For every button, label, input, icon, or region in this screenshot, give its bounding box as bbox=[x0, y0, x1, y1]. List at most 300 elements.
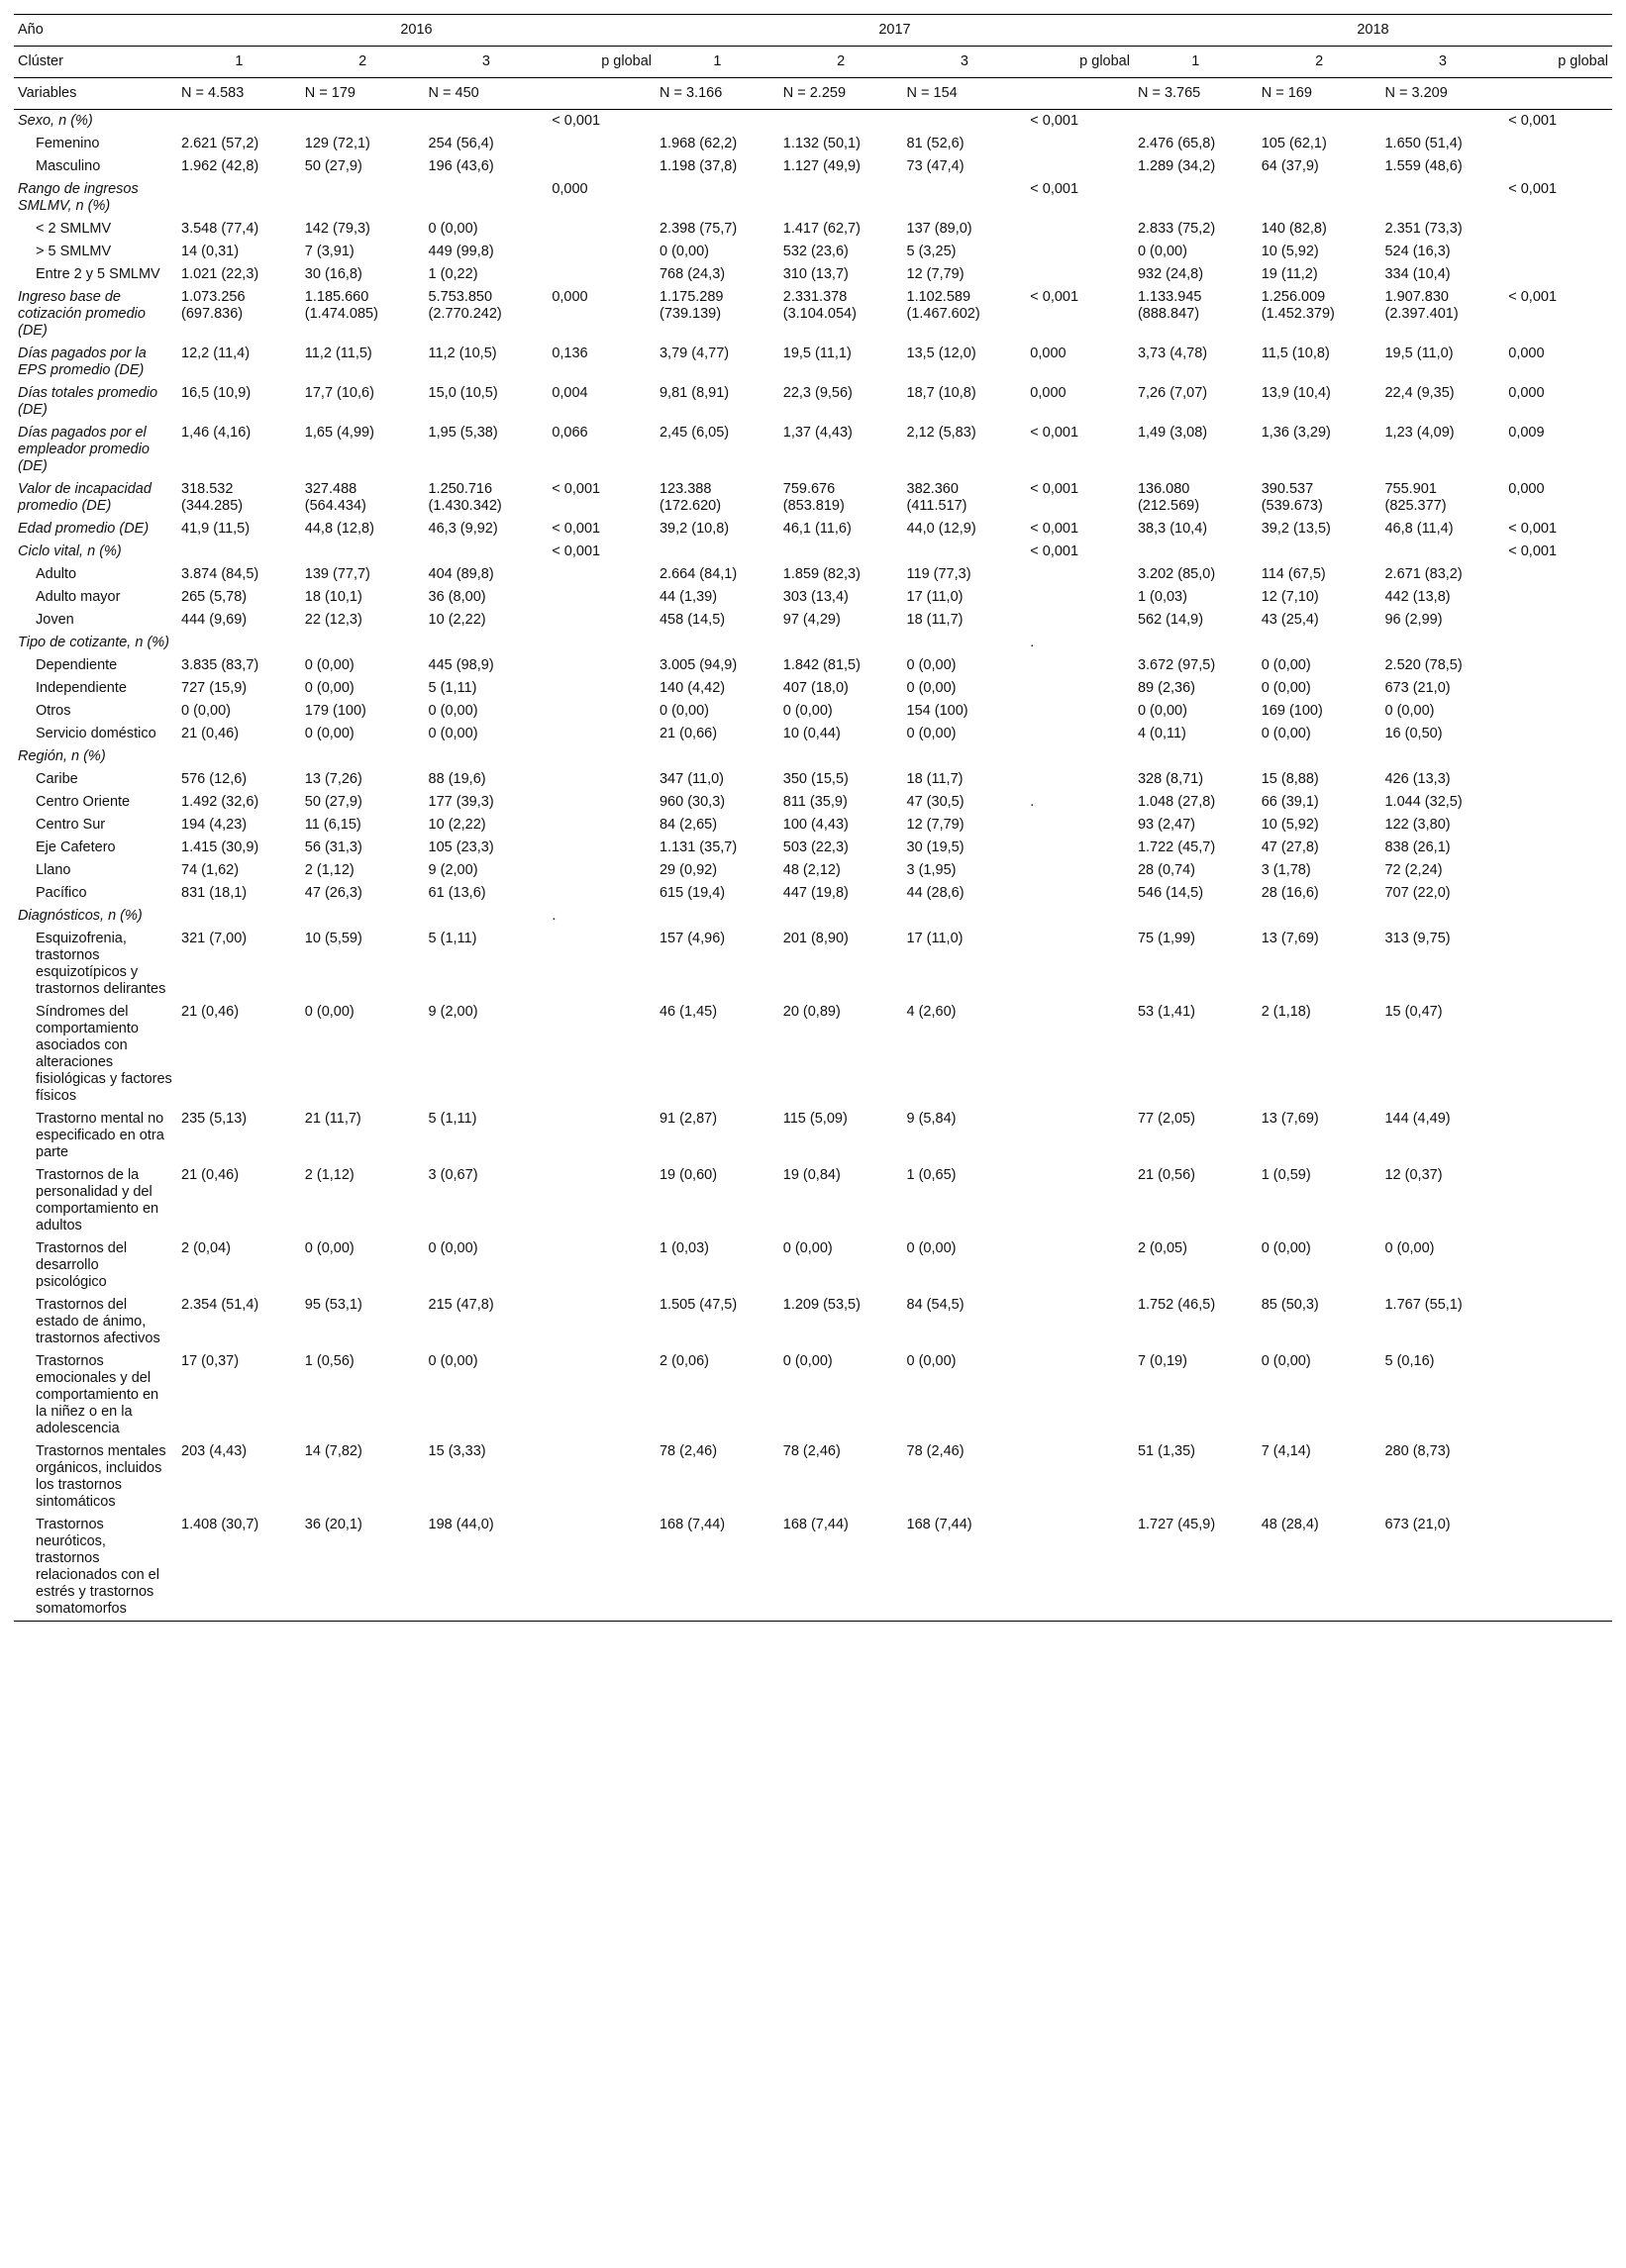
variable-label: Días pagados por la EPS promedio (DE) bbox=[18, 345, 147, 378]
value-cell bbox=[1380, 632, 1504, 654]
value-cell bbox=[656, 905, 779, 928]
value-cell: 404 (89,8) bbox=[428, 566, 494, 582]
value-cell bbox=[1258, 541, 1381, 563]
category-label: Centro Oriente bbox=[36, 794, 131, 810]
p-value-cell bbox=[1504, 563, 1612, 586]
value-cell: 168 (7,44) bbox=[903, 1514, 1027, 1622]
p-value-cell: < 0,001 bbox=[1508, 289, 1558, 305]
p-value-cell bbox=[1504, 677, 1612, 700]
category-label: Servicio doméstico bbox=[36, 726, 156, 741]
p-value-cell bbox=[1026, 928, 1134, 1001]
value-cell: 140 (82,8) bbox=[1261, 221, 1327, 237]
value-cell: 2.671 (83,2) bbox=[1384, 566, 1463, 582]
table-row bbox=[14, 178, 1612, 218]
value-cell: 15 (8,88) bbox=[1261, 771, 1319, 787]
category-label: Masculino bbox=[36, 158, 101, 174]
value-cell: 47 (30,5) bbox=[906, 794, 965, 810]
value-cell: 334 (10,4) bbox=[1384, 266, 1451, 282]
value-cell bbox=[1258, 745, 1381, 768]
p-value-cell bbox=[1026, 1164, 1134, 1237]
variable-label: Rango de ingresos SMLMV, n (%) bbox=[18, 181, 139, 214]
table-row bbox=[14, 263, 1612, 286]
category-label: Dependiente bbox=[36, 657, 118, 673]
value-cell: 2.354 (51,4) bbox=[181, 1297, 259, 1313]
value-cell: 1.133.945 (888.847) bbox=[1137, 289, 1202, 322]
value-cell: 50 (27,9) bbox=[304, 794, 362, 810]
value-cell: 157 (4,96) bbox=[659, 931, 726, 946]
p-value-cell bbox=[548, 133, 656, 155]
table-row bbox=[14, 155, 1612, 178]
value-cell: 215 (47,8) bbox=[428, 1297, 494, 1313]
value-cell: 1 (0,03) bbox=[1137, 589, 1187, 605]
value-cell: 0 (0,00) bbox=[304, 657, 355, 673]
category-label: Trastornos neuróticos, trastornos relacionados con el estrés y trastornos somatomorfos bbox=[14, 1514, 177, 1622]
value-cell bbox=[177, 178, 301, 218]
value-cell: 44 (1,39) bbox=[659, 589, 718, 605]
value-cell: 673 (21,0) bbox=[1380, 1514, 1504, 1622]
value-cell: 1.048 (27,8) bbox=[1137, 794, 1216, 810]
value-cell: 15 (3,33) bbox=[428, 1443, 486, 1459]
value-cell: 5 (1,11) bbox=[428, 1111, 477, 1127]
value-cell: 144 (4,49) bbox=[1384, 1111, 1451, 1127]
value-cell: 0 (0,00) bbox=[906, 680, 957, 696]
value-cell: 382.360 (411.517) bbox=[906, 481, 967, 514]
value-cell: 2.331.378 (3.104.054) bbox=[782, 289, 857, 322]
value-cell: 0 (0,00) bbox=[181, 703, 231, 719]
value-cell: 313 (9,75) bbox=[1384, 931, 1451, 946]
value-cell: 2.833 (75,2) bbox=[1137, 221, 1216, 237]
value-cell: 15 (0,47) bbox=[1384, 1004, 1443, 1020]
value-cell: 321 (7,00) bbox=[181, 931, 248, 946]
value-cell: 3 (1,78) bbox=[1261, 862, 1311, 878]
value-cell: 0 (0,00) bbox=[1137, 244, 1187, 259]
value-cell: 17 (0,37) bbox=[181, 1353, 240, 1369]
value-cell bbox=[1134, 632, 1258, 654]
value-cell: 18 (11,7) bbox=[906, 612, 964, 628]
value-cell: 13 (7,26) bbox=[304, 771, 362, 787]
p-value-cell: 0,000 bbox=[552, 181, 588, 197]
value-cell: 9,81 (8,91) bbox=[659, 385, 730, 401]
value-cell: 84 (54,5) bbox=[906, 1297, 965, 1313]
value-cell: 22,4 (9,35) bbox=[1384, 385, 1455, 401]
value-cell: 19 (11,2) bbox=[1261, 266, 1318, 282]
year-header-row bbox=[14, 15, 1612, 47]
p-value-cell bbox=[548, 837, 656, 859]
p-value-cell bbox=[1026, 1001, 1134, 1108]
value-cell: 21 (11,7) bbox=[304, 1111, 361, 1127]
value-cell: 254 (56,4) bbox=[428, 136, 494, 151]
value-cell: 72 (2,24) bbox=[1384, 862, 1443, 878]
value-cell: 2 (1,12) bbox=[304, 1167, 355, 1183]
value-cell: 93 (2,47) bbox=[1137, 817, 1195, 833]
value-cell: 39,2 (10,8) bbox=[659, 521, 730, 537]
p-value-cell bbox=[548, 218, 656, 241]
value-cell: 0 (0,00) bbox=[304, 726, 355, 741]
value-cell bbox=[656, 745, 779, 768]
value-cell: 196 (43,6) bbox=[428, 158, 494, 174]
value-cell: 0 (0,00) bbox=[906, 726, 957, 741]
p-value-cell: 0,000 bbox=[552, 289, 588, 305]
value-cell: 19,5 (11,0) bbox=[1384, 345, 1454, 361]
category-label: Caribe bbox=[36, 771, 78, 787]
p-value-cell: < 0,001 bbox=[1030, 113, 1079, 129]
value-cell: 11,5 (10,8) bbox=[1261, 345, 1330, 361]
p-value-cell bbox=[1504, 723, 1612, 745]
value-cell: 12 (7,79) bbox=[906, 817, 965, 833]
table-row bbox=[14, 791, 1612, 814]
value-cell: 3.672 (97,5) bbox=[1137, 657, 1216, 673]
cluster-header-row bbox=[14, 47, 1612, 78]
value-cell: 77 (2,05) bbox=[1137, 1111, 1195, 1127]
n-2017-c3: N = 154 bbox=[903, 78, 1027, 110]
value-cell: 203 (4,43) bbox=[181, 1443, 248, 1459]
p-value-cell bbox=[1504, 586, 1612, 609]
p-global-header: p global bbox=[1504, 47, 1612, 78]
value-cell bbox=[1258, 178, 1381, 218]
value-cell: 9 (5,84) bbox=[906, 1111, 957, 1127]
value-cell bbox=[177, 110, 301, 134]
value-cell: 75 (1,99) bbox=[1137, 931, 1195, 946]
value-cell bbox=[656, 632, 779, 654]
category-label: Esquizofrenia, trastornos esquizotípicos y trastornos delirantes bbox=[36, 931, 166, 997]
table-row bbox=[14, 928, 1612, 1001]
cluster-3: 3 bbox=[425, 47, 549, 78]
p-value-cell bbox=[1026, 1108, 1134, 1164]
p-value-cell bbox=[1504, 133, 1612, 155]
p-value-cell bbox=[1026, 905, 1134, 928]
p-value-cell: 0,000 bbox=[1030, 385, 1067, 401]
p-value-cell bbox=[1504, 241, 1612, 263]
value-cell: 19 (0,60) bbox=[659, 1167, 718, 1183]
p-value-cell bbox=[1026, 723, 1134, 745]
value-cell: 1.127 (49,9) bbox=[782, 158, 861, 174]
table-row bbox=[14, 133, 1612, 155]
value-cell: 318.532 (344.285) bbox=[181, 481, 244, 514]
value-cell: 3.005 (94,9) bbox=[659, 657, 738, 673]
value-cell: 22,3 (9,56) bbox=[782, 385, 853, 401]
value-cell: 562 (14,9) bbox=[1137, 612, 1204, 628]
value-cell: 12 (0,37) bbox=[1384, 1167, 1443, 1183]
value-cell bbox=[301, 110, 425, 134]
value-cell: 66 (39,1) bbox=[1261, 794, 1319, 810]
value-cell: 0 (0,00) bbox=[782, 1240, 833, 1256]
value-cell: 4 (2,60) bbox=[906, 1004, 957, 1020]
cluster-1: 1 bbox=[1134, 47, 1258, 78]
cluster-2: 2 bbox=[301, 47, 425, 78]
table-row bbox=[14, 654, 1612, 677]
p-value-cell: < 0,001 bbox=[552, 113, 601, 129]
p-value-cell bbox=[548, 1294, 656, 1350]
value-cell: 932 (24,8) bbox=[1137, 266, 1204, 282]
value-cell: 447 (19,8) bbox=[782, 885, 849, 901]
value-cell bbox=[301, 541, 425, 563]
n-2017-c2: N = 2.259 bbox=[779, 78, 903, 110]
category-label: Otros bbox=[36, 703, 71, 719]
p-value-cell bbox=[1026, 609, 1134, 632]
variable-label: Tipo de cotizante, n (%) bbox=[18, 635, 170, 650]
n-2017-c1: N = 3.166 bbox=[656, 78, 779, 110]
value-cell: 3.548 (77,4) bbox=[181, 221, 259, 237]
value-cell: 0 (0,00) bbox=[782, 703, 833, 719]
table-row bbox=[14, 1237, 1612, 1294]
value-cell bbox=[656, 110, 779, 134]
value-cell bbox=[1258, 632, 1381, 654]
p-value-cell: < 0,001 bbox=[1030, 521, 1079, 537]
p-value-cell bbox=[1504, 700, 1612, 723]
value-cell bbox=[903, 632, 1027, 654]
p-value-cell bbox=[1504, 768, 1612, 791]
cluster-2: 2 bbox=[1258, 47, 1381, 78]
value-cell bbox=[177, 541, 301, 563]
value-cell: 5 (3,25) bbox=[906, 244, 957, 259]
value-cell: 5 (1,11) bbox=[428, 931, 477, 946]
value-cell: 426 (13,3) bbox=[1384, 771, 1451, 787]
p-value-cell: < 0,001 bbox=[552, 481, 601, 497]
p-value-cell bbox=[1026, 1237, 1134, 1294]
value-cell bbox=[301, 905, 425, 928]
value-cell: 179 (100) bbox=[304, 703, 366, 719]
value-cell bbox=[177, 745, 301, 768]
value-cell: 10 (2,22) bbox=[428, 612, 486, 628]
value-cell: 0 (0,00) bbox=[428, 1353, 478, 1369]
value-cell: 16,5 (10,9) bbox=[181, 385, 252, 401]
value-cell: 390.537 (539.673) bbox=[1261, 481, 1323, 514]
p-value-cell bbox=[548, 723, 656, 745]
value-cell: 1.044 (32,5) bbox=[1384, 794, 1463, 810]
value-cell: 0 (0,00) bbox=[906, 657, 957, 673]
value-cell: 28 (0,74) bbox=[1137, 862, 1195, 878]
value-cell bbox=[779, 632, 903, 654]
p-value-cell bbox=[548, 745, 656, 768]
p-value-cell: < 0,001 bbox=[1508, 521, 1558, 537]
table-row bbox=[14, 700, 1612, 723]
value-cell bbox=[301, 745, 425, 768]
value-cell bbox=[903, 110, 1027, 134]
value-cell bbox=[1258, 110, 1381, 134]
p-value-cell bbox=[1026, 241, 1134, 263]
value-cell: 759.676 (853.819) bbox=[782, 481, 845, 514]
cluster-3: 3 bbox=[903, 47, 1027, 78]
p-value-cell bbox=[1026, 882, 1134, 905]
value-cell: 1.073.256 (697.836) bbox=[181, 289, 246, 322]
table-row bbox=[14, 518, 1612, 541]
p-value-cell bbox=[548, 768, 656, 791]
value-cell: 1.102.589 (1.467.602) bbox=[906, 289, 980, 322]
value-cell: 22 (12,3) bbox=[304, 612, 362, 628]
p-value-cell bbox=[548, 1440, 656, 1514]
p-value-cell: . bbox=[552, 908, 557, 924]
value-cell: 194 (4,23) bbox=[181, 817, 248, 833]
value-cell bbox=[1134, 905, 1258, 928]
variables-header-row bbox=[14, 78, 1612, 110]
value-cell bbox=[425, 905, 549, 928]
value-cell: 0 (0,00) bbox=[659, 244, 709, 259]
p-value-cell bbox=[548, 586, 656, 609]
p-value-cell bbox=[1026, 768, 1134, 791]
value-cell: 3.874 (84,5) bbox=[181, 566, 259, 582]
p-value-cell bbox=[1504, 745, 1612, 768]
p-value-cell: 0,000 bbox=[1030, 345, 1067, 361]
value-cell: 532 (23,6) bbox=[782, 244, 849, 259]
year-label: Año bbox=[14, 15, 177, 47]
value-cell: 47 (27,8) bbox=[1261, 839, 1319, 855]
value-cell bbox=[425, 178, 549, 218]
category-label: Joven bbox=[36, 612, 74, 628]
value-cell: 2.621 (57,2) bbox=[181, 136, 259, 151]
table-row bbox=[14, 241, 1612, 263]
value-cell: 407 (18,0) bbox=[782, 680, 849, 696]
value-cell: 61 (13,6) bbox=[428, 885, 486, 901]
n-2016-c2: N = 179 bbox=[301, 78, 425, 110]
table-row bbox=[14, 1001, 1612, 1108]
value-cell: 46,1 (11,6) bbox=[782, 521, 852, 537]
variable-label: Días pagados por el empleador promedio (DE) bbox=[18, 425, 150, 474]
value-cell: 19,5 (11,1) bbox=[782, 345, 852, 361]
value-cell: 0 (0,00) bbox=[906, 1240, 957, 1256]
value-cell: 15,0 (10,5) bbox=[428, 385, 498, 401]
value-cell: 21 (0,46) bbox=[181, 726, 240, 741]
p-value-cell bbox=[1504, 218, 1612, 241]
p-value-cell bbox=[1026, 586, 1134, 609]
value-cell: 44,8 (12,8) bbox=[304, 521, 374, 537]
value-cell: 105 (62,1) bbox=[1261, 136, 1327, 151]
value-cell: 1.021 (22,3) bbox=[181, 266, 259, 282]
p-value-cell bbox=[548, 1237, 656, 1294]
value-cell: 0 (0,00) bbox=[1384, 703, 1435, 719]
value-cell: 123.388 (172.620) bbox=[659, 481, 722, 514]
p-value-cell bbox=[548, 859, 656, 882]
category-label: Adulto mayor bbox=[36, 589, 121, 605]
value-cell: 12 (7,79) bbox=[906, 266, 965, 282]
value-cell: 137 (89,0) bbox=[906, 221, 972, 237]
p-value-cell bbox=[1026, 654, 1134, 677]
value-cell: 1.256.009 (1.452.379) bbox=[1261, 289, 1335, 322]
value-cell: 105 (23,3) bbox=[428, 839, 494, 855]
variable-label: Ingreso base de cotización promedio (DE) bbox=[18, 289, 146, 339]
table-row bbox=[14, 286, 1612, 343]
cluster-2: 2 bbox=[779, 47, 903, 78]
value-cell: 0 (0,00) bbox=[428, 703, 478, 719]
value-cell: 169 (100) bbox=[1261, 703, 1323, 719]
value-cell: 2 (0,06) bbox=[659, 1353, 709, 1369]
value-cell: 442 (13,8) bbox=[1384, 589, 1451, 605]
table-row bbox=[14, 1440, 1612, 1514]
p-value-cell: . bbox=[1030, 794, 1035, 810]
cluster-label: Clúster bbox=[14, 47, 177, 78]
value-cell bbox=[779, 905, 903, 928]
value-cell: 48 (28,4) bbox=[1258, 1514, 1381, 1622]
value-cell: 81 (52,6) bbox=[906, 136, 965, 151]
value-cell: 350 (15,5) bbox=[782, 771, 849, 787]
value-cell: 1,95 (5,38) bbox=[428, 425, 498, 441]
value-cell: 347 (11,0) bbox=[659, 771, 725, 787]
value-cell: 129 (72,1) bbox=[304, 136, 370, 151]
table-row bbox=[14, 768, 1612, 791]
value-cell bbox=[425, 110, 549, 134]
category-label: Entre 2 y 5 SMLMV bbox=[36, 266, 160, 282]
value-cell: 11 (6,15) bbox=[304, 817, 361, 833]
value-cell: 327.488 (564.434) bbox=[304, 481, 366, 514]
value-cell: 3 (1,95) bbox=[906, 862, 957, 878]
value-cell bbox=[301, 632, 425, 654]
value-cell: 303 (13,4) bbox=[782, 589, 849, 605]
value-cell: 0 (0,00) bbox=[1261, 680, 1311, 696]
value-cell bbox=[1134, 110, 1258, 134]
value-cell: 4 (0,11) bbox=[1137, 726, 1186, 741]
p-value-cell: < 0,001 bbox=[552, 543, 601, 559]
value-cell: 18 (11,7) bbox=[906, 771, 964, 787]
table-row bbox=[14, 609, 1612, 632]
variable-label: Días totales promedio (DE) bbox=[18, 385, 158, 418]
value-cell: 21 (0,46) bbox=[181, 1167, 240, 1183]
value-cell: 0 (0,00) bbox=[782, 1353, 833, 1369]
value-cell: 576 (12,6) bbox=[181, 771, 248, 787]
value-cell: 48 (2,12) bbox=[782, 862, 841, 878]
table-body bbox=[14, 110, 1612, 1622]
value-cell: 51 (1,35) bbox=[1137, 1443, 1195, 1459]
value-cell bbox=[425, 745, 549, 768]
value-cell: 1.722 (45,7) bbox=[1137, 839, 1216, 855]
value-cell: 18 (10,1) bbox=[304, 589, 362, 605]
value-cell: 1.907.830 (2.397.401) bbox=[1384, 289, 1459, 322]
value-cell: 36 (20,1) bbox=[301, 1514, 425, 1622]
p-global-header: p global bbox=[548, 47, 656, 78]
value-cell: 2.664 (84,1) bbox=[659, 566, 738, 582]
value-cell bbox=[1134, 178, 1258, 218]
p-value-cell bbox=[1026, 1294, 1134, 1350]
value-cell: 177 (39,3) bbox=[428, 794, 494, 810]
category-label: < 2 SMLMV bbox=[36, 221, 112, 237]
p-value-cell bbox=[548, 1350, 656, 1440]
p-value-cell bbox=[548, 1001, 656, 1108]
value-cell: 458 (14,5) bbox=[659, 612, 726, 628]
category-label: Femenino bbox=[36, 136, 100, 151]
table-container bbox=[14, 14, 1612, 1622]
table-row bbox=[14, 343, 1612, 382]
table-row bbox=[14, 422, 1612, 478]
value-cell: 16 (0,50) bbox=[1384, 726, 1443, 741]
value-cell: 1.417 (62,7) bbox=[782, 221, 861, 237]
p-value-cell bbox=[1026, 1350, 1134, 1440]
value-cell: 0 (0,00) bbox=[906, 1353, 957, 1369]
value-cell: 18,7 (10,8) bbox=[906, 385, 976, 401]
variables-label: Variables bbox=[14, 78, 177, 110]
value-cell bbox=[1380, 178, 1504, 218]
table-row bbox=[14, 814, 1612, 837]
p-value-cell bbox=[548, 263, 656, 286]
value-cell: 44,0 (12,9) bbox=[906, 521, 976, 537]
value-cell: 0 (0,00) bbox=[428, 726, 478, 741]
table-row bbox=[14, 677, 1612, 700]
value-cell bbox=[1380, 905, 1504, 928]
value-cell: 2 (1,18) bbox=[1261, 1004, 1311, 1020]
p-value-cell bbox=[1026, 814, 1134, 837]
value-cell: 154 (100) bbox=[906, 703, 968, 719]
p-value-cell bbox=[1504, 882, 1612, 905]
value-cell: 1 (0,56) bbox=[304, 1353, 355, 1369]
value-cell: 2 (0,05) bbox=[1137, 1240, 1187, 1256]
value-cell: 2.476 (65,8) bbox=[1137, 136, 1216, 151]
value-cell: 1,49 (3,08) bbox=[1137, 425, 1208, 441]
value-cell: 265 (5,78) bbox=[181, 589, 248, 605]
value-cell: 12 (7,10) bbox=[1261, 589, 1319, 605]
table-row bbox=[14, 882, 1612, 905]
value-cell: 53 (1,41) bbox=[1137, 1004, 1195, 1020]
p-value-cell bbox=[1026, 837, 1134, 859]
year-2018: 2018 bbox=[1134, 15, 1612, 47]
value-cell: 546 (14,5) bbox=[1137, 885, 1204, 901]
p-value-cell: 0,004 bbox=[552, 385, 588, 401]
